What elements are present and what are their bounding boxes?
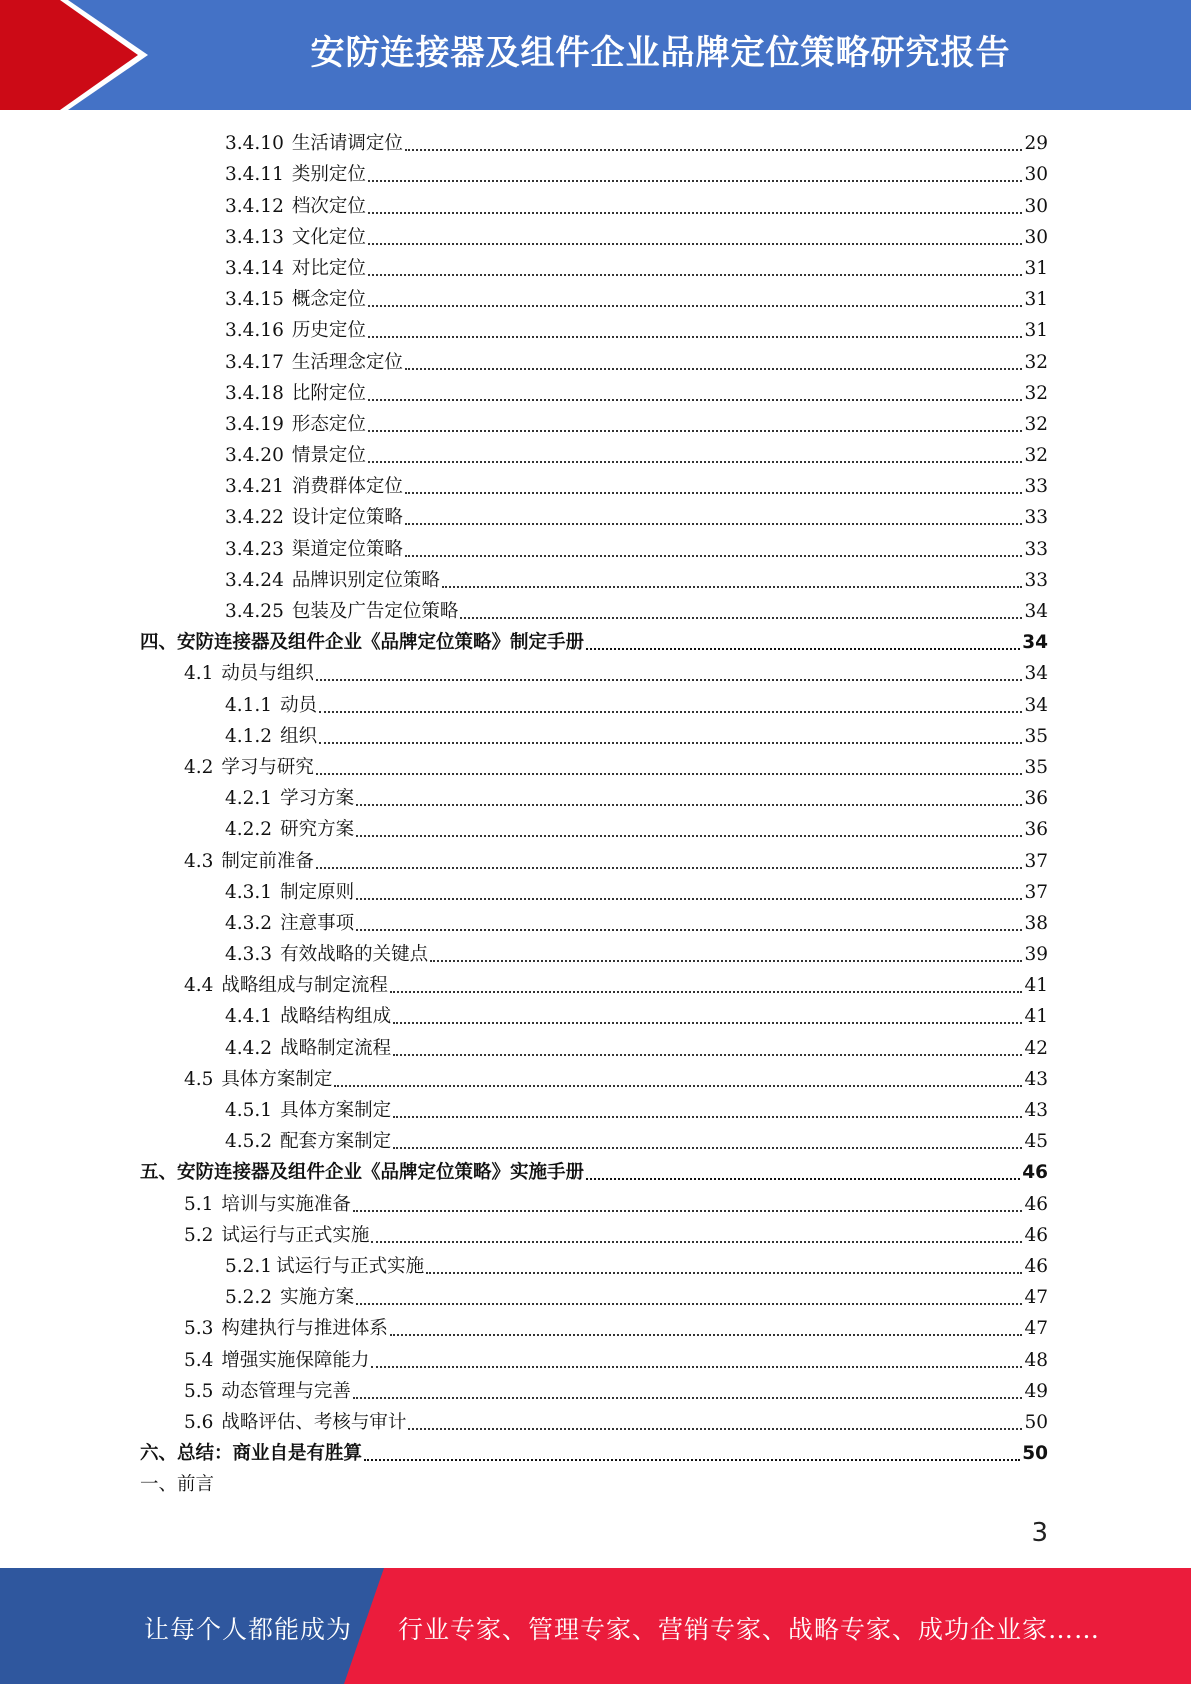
dot-leader — [353, 1210, 1023, 1212]
toc-entry-text: 配套方案制定 — [280, 1131, 392, 1153]
toc-entry-label — [225, 1126, 391, 1157]
toc-entry[interactable] — [140, 877, 1048, 908]
toc-entry-text: 历史定位 — [291, 320, 366, 342]
toc-entry-number: 3.4.16 — [225, 320, 284, 342]
toc-entry-number: 4.3.3 — [225, 944, 273, 966]
toc-entry-text: 档次定位 — [291, 195, 366, 217]
dot-leader — [316, 773, 1023, 775]
toc-entry-label — [184, 1313, 388, 1344]
toc-entry[interactable] — [140, 222, 1048, 253]
toc-entry-label — [225, 690, 317, 721]
toc-entry[interactable] — [140, 315, 1048, 346]
toc-entry-label — [225, 783, 354, 814]
toc-entry-number: 3.4.24 — [225, 569, 284, 591]
toc-entry-label — [184, 1064, 332, 1095]
toc-entry[interactable] — [140, 409, 1048, 440]
toc-entry-page: 30 — [1024, 195, 1048, 217]
dot-leader — [393, 1022, 1022, 1024]
toc-entry-text: 构建执行与推进体系 — [221, 1318, 388, 1340]
toc-entry-text: 情景定位 — [291, 445, 366, 467]
toc-entry-label — [184, 1220, 369, 1251]
toc-entry[interactable] — [140, 1157, 1048, 1188]
toc-entry-number: 4.2.2 — [225, 819, 273, 841]
toc-entry-number: 3.4.15 — [225, 289, 284, 311]
toc-entry-label — [225, 315, 366, 346]
toc-entry-label — [225, 939, 428, 970]
toc-entry-number: 5.6 — [184, 1411, 214, 1433]
dot-leader — [368, 243, 1023, 245]
toc-entry-text: 学习方案 — [280, 788, 355, 810]
toc-entry-label — [184, 658, 314, 689]
dot-leader — [368, 461, 1023, 463]
toc-entry-text: 消费群体定位 — [291, 476, 403, 498]
toc-entry-number: 3.4.23 — [225, 538, 284, 560]
dot-leader — [371, 1366, 1022, 1368]
toc-entry-number: 3.4.20 — [225, 445, 284, 467]
toc-entry-page: 33 — [1024, 569, 1048, 591]
dot-leader — [356, 1303, 1022, 1305]
toc-entry-page: 43 — [1024, 1100, 1048, 1121]
dot-leader — [316, 867, 1023, 869]
dot-leader — [356, 835, 1022, 837]
toc-entry-label — [225, 128, 403, 159]
dot-leader — [371, 1241, 1022, 1243]
toc-entry-page: 46 — [1024, 1255, 1048, 1277]
toc-entry-text: 类别定位 — [291, 164, 366, 186]
toc-entry-text: 培训与实施准备 — [221, 1193, 351, 1215]
toc-entry-number: 3.4.17 — [225, 351, 284, 373]
dot-leader — [393, 1116, 1022, 1118]
toc-entry-page: 39 — [1024, 944, 1048, 966]
toc-entry-page: 50 — [1022, 1443, 1048, 1465]
toc-entry-label — [225, 378, 366, 409]
toc-entry-text: 研究方案 — [280, 819, 355, 841]
dot-leader — [442, 586, 1023, 588]
dot-leader — [356, 898, 1022, 900]
dot-leader — [586, 648, 1020, 650]
toc-entry-label — [225, 253, 366, 284]
toc-entry-label — [225, 814, 354, 845]
toc-entry-text: 实施方案 — [280, 1287, 355, 1309]
toc-entry-number: 5.4 — [184, 1349, 214, 1371]
chevron-decoration — [0, 0, 160, 110]
dot-leader — [390, 991, 1023, 993]
page-number: 3 — [1031, 1518, 1048, 1548]
toc-entry-text: 文化定位 — [291, 226, 366, 248]
dot-leader — [405, 555, 1023, 557]
toc-entry-label — [225, 409, 366, 440]
dot-leader — [405, 523, 1023, 525]
toc-entry-text: 动员与组织 — [221, 663, 314, 685]
toc-entry-label — [225, 1282, 354, 1313]
toc-entry-page: 41 — [1024, 1006, 1048, 1028]
toc-entry-page: 35 — [1024, 725, 1048, 747]
toc-entry-label — [225, 877, 354, 908]
toc-entry[interactable] — [140, 533, 1048, 564]
toc-entry[interactable] — [140, 1095, 1048, 1126]
toc-entry-text: 动态管理与完善 — [221, 1380, 351, 1402]
toc-entry[interactable] — [140, 471, 1048, 502]
toc-entry-label — [225, 1251, 424, 1282]
toc-entry-page: 30 — [1024, 164, 1048, 186]
toc-entry-number: 3.4.11 — [225, 164, 284, 186]
toc-entry-number: 3.4.22 — [225, 507, 284, 529]
toc-entry-text: 四、安防连接器及组件企业《品牌定位策略》制定手册 — [140, 632, 585, 654]
toc-entry[interactable] — [140, 752, 1048, 783]
toc-entry-number: 4.4 — [184, 975, 214, 997]
toc-entry[interactable] — [140, 190, 1048, 221]
toc-entry-text: 战略评估、考核与审计 — [221, 1411, 407, 1433]
toc-entry-number: 5.5 — [184, 1380, 214, 1402]
dot-leader — [368, 399, 1023, 401]
toc-entry-label — [225, 721, 317, 752]
toc-entry-text: 战略结构组成 — [280, 1006, 392, 1028]
toc-entry-text: 具体方案制定 — [221, 1068, 333, 1090]
toc-entry-label — [140, 1157, 584, 1188]
toc-entry-text: 设计定位策略 — [291, 507, 403, 529]
toc-entry-label — [184, 1189, 351, 1220]
toc-entry-number: 4.5.1 — [225, 1100, 273, 1121]
toc-entry[interactable] — [140, 783, 1048, 814]
dot-leader — [460, 617, 1022, 619]
toc-entry[interactable] — [140, 1001, 1048, 1032]
toc-entry-text: 试运行与正式实施 — [221, 1224, 370, 1246]
toc-entry-text: 制定前准备 — [221, 850, 314, 872]
toc-entry-number: 5.1 — [184, 1193, 214, 1215]
dot-leader — [368, 212, 1023, 214]
toc-entry-page: 33 — [1024, 507, 1048, 529]
toc-entry-text: 学习与研究 — [221, 756, 314, 778]
toc-entry-text: 包装及广告定位策略 — [291, 601, 459, 622]
toc-entry-label — [184, 1345, 369, 1376]
toc-entry-text: 增强实施保障能力 — [221, 1349, 370, 1371]
dot-leader — [316, 679, 1023, 681]
toc-entry-label — [225, 440, 366, 471]
toc-entry-number: 3.4.14 — [225, 257, 284, 279]
toc-entry-text: 注意事项 — [280, 912, 355, 934]
toc-entry-page: 36 — [1024, 788, 1048, 810]
toc-entry[interactable] — [140, 908, 1048, 939]
toc-entry-text: 有效战略的关键点 — [280, 944, 429, 966]
toc-entry-text: 六、总结：商业自是有胜算 — [140, 1443, 363, 1465]
toc-entry[interactable] — [140, 627, 1048, 658]
toc-entry-label — [225, 1001, 391, 1032]
toc-entry[interactable] — [140, 1251, 1048, 1282]
toc-entry-text: 比附定位 — [291, 382, 366, 404]
toc-entry[interactable] — [140, 939, 1048, 970]
toc-entry-text: 具体方案制定 — [280, 1100, 392, 1121]
toc-entry-page: 41 — [1024, 975, 1048, 997]
toc-entry-label — [225, 347, 403, 378]
toc-entry-text: 组织 — [280, 725, 318, 747]
toc-entry-number: 5.2.1 — [225, 1255, 273, 1277]
toc-entry-page: 34 — [1024, 601, 1048, 622]
toc-entry-page: 34 — [1022, 632, 1048, 654]
dot-leader — [334, 1085, 1022, 1087]
toc-entry-text: 动员 — [280, 694, 318, 716]
toc-entry-page: 47 — [1024, 1287, 1048, 1309]
toc-entry-page: 38 — [1024, 912, 1048, 934]
toc-entry-number: 4.1 — [184, 663, 214, 685]
report-title: 安防连接器及组件企业品牌定位策略研究报告 — [310, 33, 1011, 73]
toc-entry[interactable] — [140, 970, 1048, 1001]
section-heading-preface: 一、前言 — [140, 1474, 215, 1496]
toc-entry-number: 4.3.1 — [225, 881, 273, 903]
toc-entry-label — [184, 846, 314, 877]
toc-entry-text: 形态定位 — [291, 413, 366, 435]
toc-entry-label — [225, 565, 440, 596]
dot-leader — [356, 929, 1022, 931]
toc-entry[interactable] — [140, 845, 1048, 876]
toc-entry[interactable] — [140, 1188, 1048, 1219]
toc-entry-label — [225, 1095, 391, 1126]
toc-entry[interactable] — [140, 378, 1048, 409]
toc-entry-page: 32 — [1024, 445, 1048, 467]
dot-leader — [426, 1272, 1022, 1274]
toc-entry[interactable] — [140, 502, 1048, 533]
toc-entry-number: 3.4.19 — [225, 413, 284, 435]
toc-entry-page: 48 — [1024, 1349, 1048, 1371]
toc-entry[interactable] — [140, 596, 1048, 627]
toc-entry-page: 32 — [1024, 413, 1048, 435]
dot-leader — [368, 430, 1023, 432]
toc-entry-text: 试运行与正式实施 — [276, 1255, 425, 1277]
toc-entry-number: 4.2 — [184, 756, 214, 778]
toc-entry[interactable] — [140, 1064, 1048, 1095]
toc-entry-text: 品牌识别定位策略 — [291, 569, 440, 591]
toc-entry[interactable] — [140, 1438, 1048, 1469]
toc-entry-number: 4.2.1 — [225, 788, 273, 810]
toc-entry[interactable] — [140, 253, 1048, 284]
toc-entry[interactable] — [140, 1032, 1048, 1063]
toc-entry-number: 4.5 — [184, 1068, 214, 1090]
dot-leader — [430, 960, 1022, 962]
toc-entry-number: 4.3 — [184, 850, 214, 872]
toc-entry-number: 3.4.10 — [225, 133, 284, 155]
toc-entry-label — [225, 222, 366, 253]
page-footer — [0, 1568, 1191, 1684]
toc-entry[interactable] — [140, 1282, 1048, 1313]
toc-entry-label — [225, 159, 366, 190]
toc-entry-label — [225, 596, 458, 627]
toc-entry-page: 46 — [1024, 1224, 1048, 1246]
dot-leader — [405, 492, 1023, 494]
toc-entry-text: 生活理念定位 — [291, 351, 403, 373]
toc-entry-page: 31 — [1024, 320, 1048, 342]
dot-leader — [364, 1459, 1020, 1461]
dot-leader — [405, 149, 1023, 151]
toc-entry-text: 战略制定流程 — [280, 1037, 392, 1059]
footer-slogan-left: 让每个人都能成为 — [144, 1615, 353, 1644]
toc-entry-label — [140, 627, 584, 658]
dot-leader — [368, 180, 1023, 182]
toc-entry-text: 五、安防连接器及组件企业《品牌定位策略》实施手册 — [140, 1162, 585, 1184]
dot-leader — [393, 1054, 1022, 1056]
dot-leader — [586, 1178, 1020, 1180]
dot-leader — [353, 1397, 1023, 1399]
toc-entry-number: 3.4.12 — [225, 195, 284, 217]
toc-entry-number: 4.1.2 — [225, 725, 273, 747]
toc-entry-page: 29 — [1024, 133, 1048, 155]
toc-entry-label — [225, 191, 366, 222]
toc-entry-number: 3.4.21 — [225, 476, 284, 498]
dot-leader — [319, 711, 1022, 713]
dot-leader — [368, 274, 1023, 276]
dot-leader — [368, 305, 1023, 307]
toc-entry-page: 34 — [1024, 663, 1048, 685]
toc-entry[interactable] — [140, 721, 1048, 752]
toc-entry[interactable] — [140, 128, 1048, 159]
toc-entry[interactable] — [140, 1220, 1048, 1251]
toc-entry-number: 4.4.2 — [225, 1037, 273, 1059]
dot-leader — [408, 1428, 1022, 1430]
toc-entry[interactable] — [140, 658, 1048, 689]
toc-entry-label — [184, 1407, 406, 1438]
toc-entry[interactable] — [140, 689, 1048, 720]
toc-entry-label — [225, 284, 366, 315]
toc-entry-page: 46 — [1024, 1193, 1048, 1215]
dot-leader — [405, 368, 1023, 370]
toc-entry[interactable] — [140, 814, 1048, 845]
toc-entry-text: 生活请调定位 — [291, 133, 403, 155]
table-of-contents — [140, 128, 1048, 1500]
toc-entry-page: 42 — [1024, 1037, 1048, 1059]
toc-entry-page: 43 — [1024, 1068, 1048, 1090]
dot-leader — [319, 742, 1022, 744]
page-header — [0, 0, 1191, 110]
toc-entry[interactable] — [140, 1344, 1048, 1375]
toc-entry-page: 31 — [1024, 289, 1048, 311]
toc-entry-number: 5.3 — [184, 1318, 214, 1340]
toc-entry-page: 34 — [1024, 694, 1048, 716]
toc-entry-label — [225, 471, 403, 502]
toc-entry[interactable] — [140, 440, 1048, 471]
toc-entry-label — [225, 502, 403, 533]
toc-entry-number: 5.2.2 — [225, 1287, 273, 1309]
toc-entry-number: 4.3.2 — [225, 912, 273, 934]
toc-entry-number: 3.4.18 — [225, 382, 284, 404]
toc-entry-label — [225, 1033, 391, 1064]
toc-entry-number: 4.1.1 — [225, 694, 273, 716]
toc-entry[interactable] — [140, 1313, 1048, 1344]
toc-entry-page: 35 — [1024, 756, 1048, 778]
toc-entry-page: 32 — [1024, 382, 1048, 404]
dot-leader — [368, 336, 1023, 338]
toc-entry[interactable] — [140, 1376, 1048, 1407]
toc-entry-page: 33 — [1024, 476, 1048, 498]
toc-entry-label — [184, 1376, 351, 1407]
toc-entry[interactable] — [140, 159, 1048, 190]
toc-entry-label — [140, 1438, 362, 1469]
toc-entry[interactable] — [140, 346, 1048, 377]
toc-entry[interactable] — [140, 284, 1048, 315]
toc-entry-number: 5.2 — [184, 1224, 214, 1246]
toc-entry-text: 概念定位 — [291, 289, 366, 311]
toc-entry-number: 3.4.25 — [225, 601, 284, 622]
toc-entry-page: 36 — [1024, 819, 1048, 841]
toc-entry-page: 47 — [1024, 1318, 1048, 1340]
toc-entry-page: 30 — [1024, 226, 1048, 248]
toc-entry-page: 37 — [1024, 850, 1048, 872]
toc-entry-page: 45 — [1024, 1131, 1048, 1153]
toc-entry-page: 37 — [1024, 881, 1048, 903]
toc-entry[interactable] — [140, 1407, 1048, 1438]
toc-entry-number: 3.4.13 — [225, 226, 284, 248]
toc-entry-text: 战略组成与制定流程 — [221, 975, 388, 997]
toc-entry[interactable] — [140, 1126, 1048, 1157]
toc-entry-label — [225, 534, 403, 565]
dot-leader — [390, 1334, 1023, 1336]
toc-entry-page: 32 — [1024, 351, 1048, 373]
toc-entry[interactable] — [140, 565, 1048, 596]
toc-entry-page: 46 — [1022, 1162, 1048, 1184]
toc-entry-text: 对比定位 — [291, 257, 366, 279]
toc-entry-page: 49 — [1024, 1380, 1048, 1402]
toc-entry-label — [184, 752, 314, 783]
toc-entry-number: 4.4.1 — [225, 1006, 273, 1028]
toc-entry-number: 4.5.2 — [225, 1131, 273, 1153]
toc-entry-page: 33 — [1024, 538, 1048, 560]
footer-slogan-right: 行业专家、管理专家、营销专家、战略专家、成功企业家…… — [398, 1615, 1101, 1644]
toc-entry-label — [184, 970, 388, 1001]
dot-leader — [356, 804, 1022, 806]
toc-entry-page: 31 — [1024, 257, 1048, 279]
toc-entry-label — [225, 908, 354, 939]
toc-entry-page: 50 — [1024, 1411, 1048, 1433]
dot-leader — [393, 1147, 1022, 1149]
toc-entry-text: 制定原则 — [280, 881, 355, 903]
toc-entry-text: 渠道定位策略 — [291, 538, 403, 560]
